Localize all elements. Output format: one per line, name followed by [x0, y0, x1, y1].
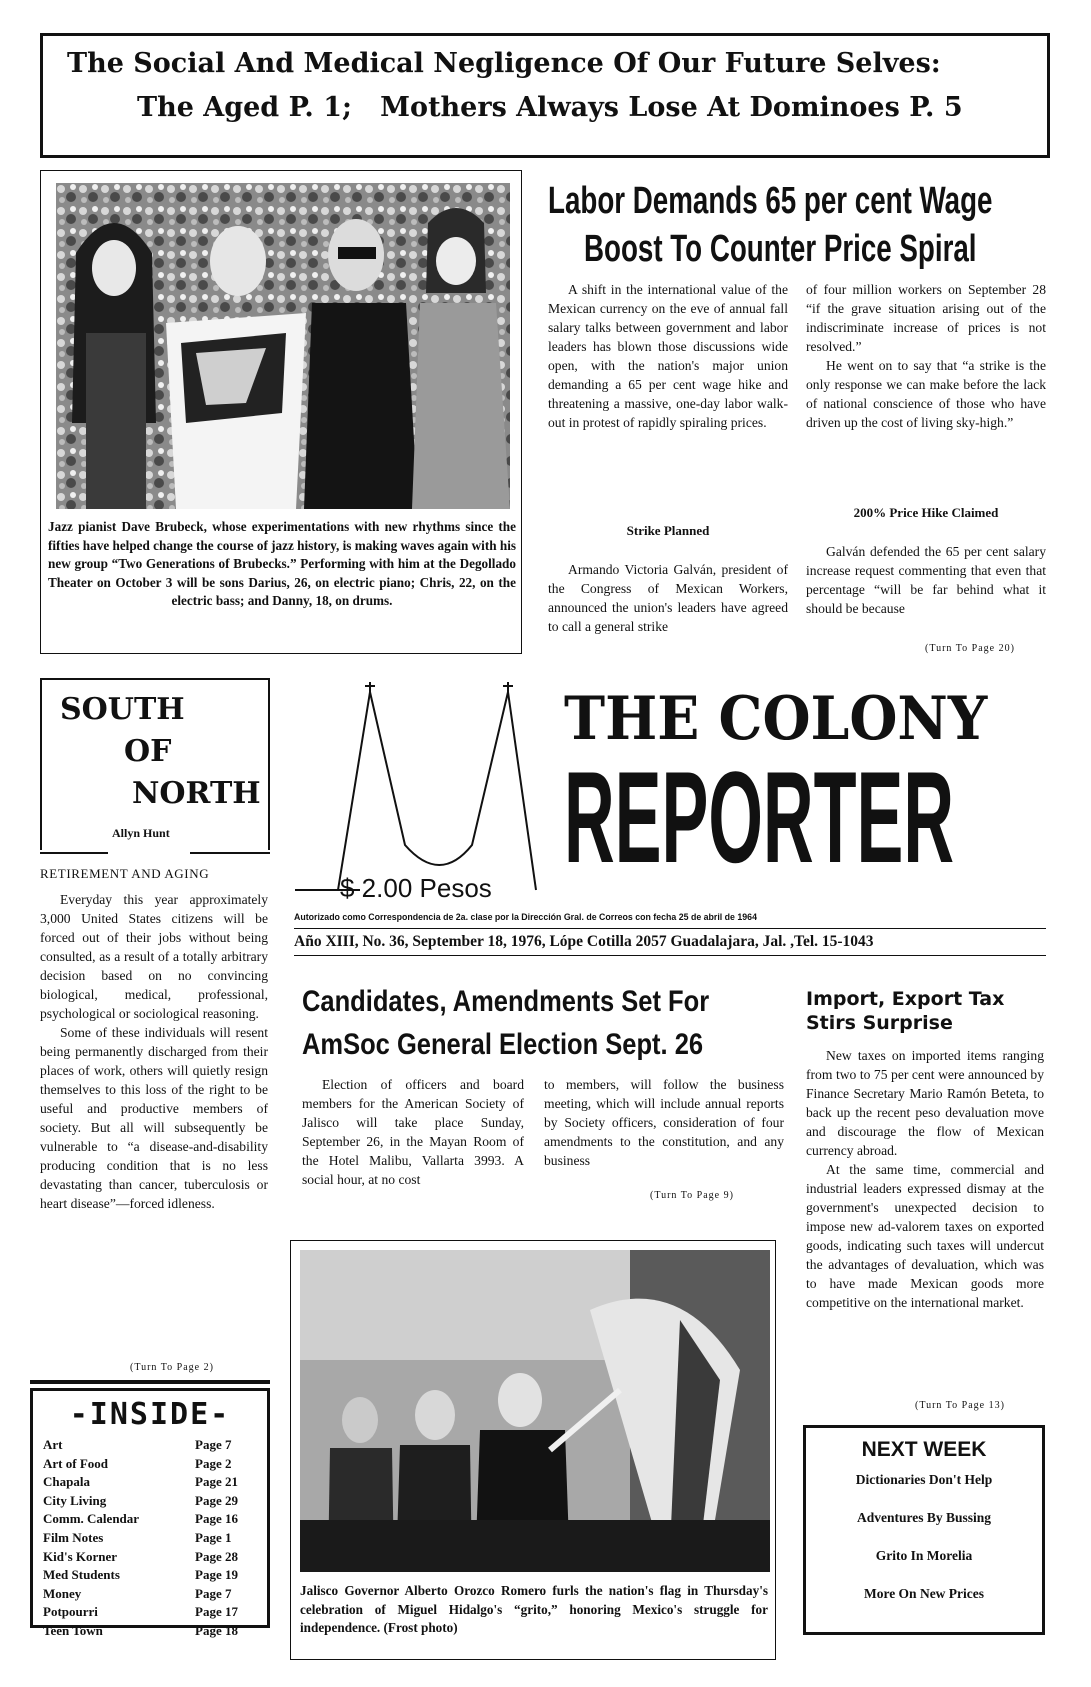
- labor-headline-2: Boost To Counter Price Spiral: [584, 228, 977, 270]
- labor-subhead-price: 200% Price Hike Claimed: [853, 505, 999, 520]
- labor-headline-1: Labor Demands 65 per cent Wage: [548, 180, 993, 222]
- inside-item: [43, 1436, 257, 1455]
- inside-item-page: Page 19: [195, 1567, 238, 1583]
- masthead-line-1: THE COLONY: [564, 684, 988, 754]
- next-week-item-2: Adventures By Bussing: [856, 1510, 992, 1525]
- tax-para-1: New taxes on imported items ranging from two to 75 per cent were announced by Finance Secretary Mario Ramón Beteta, to back up the recent peso devaluation move and discourage the flow of Mexican currency abroad.: [806, 1048, 1044, 1158]
- inside-item: [43, 1529, 257, 1548]
- inside-item-label: Teen Town: [43, 1622, 103, 1638]
- column-title-rule-left: [40, 852, 108, 854]
- inside-item-page: Page 16: [195, 1511, 238, 1527]
- labor-turn-page: (Turn To Page 20): [925, 643, 1015, 654]
- next-week-item-3: Grito In Morelia: [875, 1548, 973, 1563]
- inside-item-label: Art: [43, 1437, 63, 1452]
- inside-item: [43, 1566, 257, 1585]
- governor-caption: Jalisco Governor Alberto Orozco Romero furls the nation's flag in Thursday's celebration of Miguel Hidalgo's “grito,” honoring Mexico's struggle for independence. (Frost photo): [300, 1583, 768, 1635]
- column-title-box: [40, 678, 270, 850]
- column-para-2: Some of these individuals will resent being permanently discharged from their places of work, others will quietly resign themselves to this loss of the right to be useful and productive members of society. But all will subsequently be vulnerable to “a disease-and-disability producing condition that is no less devastating than cancer, tuberculosis or heart disease”—forced idleness.: [40, 1025, 268, 1211]
- column-title-of: OF: [124, 734, 172, 769]
- next-week-box: [803, 1425, 1045, 1635]
- next-week-title: NEXT WEEK: [861, 1438, 987, 1461]
- inside-item-label: Kid's Korner: [43, 1548, 118, 1564]
- inside-item-page: Page 28: [195, 1548, 238, 1564]
- banner-line-1: The Social And Medical Negligence Of Our Future Selves:: [67, 48, 941, 79]
- brubeck-photo: [56, 183, 510, 509]
- inside-item: [43, 1603, 257, 1622]
- column-author: Allyn Hunt: [112, 826, 170, 840]
- tax-headline-2: Stirs Surprise: [806, 1012, 953, 1034]
- inside-item: [43, 1548, 257, 1567]
- inside-item-label: Med Students: [43, 1567, 120, 1583]
- inside-item-label: Chapala: [43, 1474, 90, 1490]
- inside-item: [43, 1455, 257, 1474]
- labor-col1-para-2: Armando Victoria Galván, president of the Congress of Mexican Workers, announced the union's leaders have agreed to call a general strike: [548, 562, 788, 634]
- inside-item-page: Page 18: [195, 1622, 238, 1638]
- labor-col-1: [548, 280, 788, 432]
- inside-title: -INSIDE-: [69, 1397, 231, 1432]
- inside-item-label: Comm. Calendar: [43, 1511, 140, 1527]
- masthead-authorization: Autorizado como Correspondencia de 2a. clase por la Dirección Gral. de Correos con fecha 25 de abril de 1964: [294, 912, 757, 922]
- inside-item-page: Page 17: [195, 1604, 238, 1620]
- inside-top-rule: [30, 1380, 270, 1384]
- tax-body: [806, 1046, 1044, 1312]
- masthead-rule-top: [294, 928, 1046, 929]
- amsoc-para-2: to members, will follow the business meeting, which will include annual reports by Society officers, consideration of four amendments to the constitution, and any business: [544, 1077, 784, 1168]
- tax-turn-page: (Turn To Page 13): [915, 1400, 1005, 1411]
- governor-photo: [300, 1250, 770, 1572]
- inside-item-page: Page 7: [195, 1437, 232, 1452]
- inside-item: [43, 1473, 257, 1492]
- masthead-dateline: Año XIII, No. 36, September 18, 1976, Lópe Cotilla 2057 Guadalajara, Jal. ,Tel. 15-1043: [294, 933, 874, 950]
- amsoc-para-1: Election of officers and board members for the American Society of Jalisco will take place Sunday, September 26, in the Mayan Room of the Hotel Malibu, Vallarta 3993. A social hour, at no cost: [302, 1077, 524, 1187]
- labor-col-2b: [806, 542, 1046, 618]
- labor-col2-para-1: of four million workers on September 28 “if the grave situation arising out of the indiscriminate increase of prices is not resolved.”: [806, 282, 1046, 354]
- brubeck-photo-art: [56, 183, 510, 509]
- inside-item-page: Page 21: [195, 1474, 238, 1490]
- tax-para-2: At the same time, commercial and industrial leaders expressed dismay at the government's unexpected decision to impose new ad-valorem taxes on exported goods, indicating such taxes will undercut the advantages of devaluation, which was to have made Mexican goods more competitive on the international market.: [806, 1162, 1044, 1310]
- column-subhead: RETIREMENT AND AGING: [40, 866, 210, 881]
- column-turn-page: (Turn To Page 2): [130, 1362, 214, 1373]
- inside-item: [43, 1585, 257, 1604]
- inside-item-label: City Living: [43, 1492, 107, 1508]
- column-title-south: SOUTH: [60, 692, 185, 727]
- banner-box: [40, 33, 1050, 158]
- inside-box: [30, 1388, 270, 1638]
- governor-photo-art: [300, 1250, 770, 1572]
- labor-col2-para-3: Galván defended the 65 per cent salary increase request commenting that even that percentage “will be far behind what it should be because: [806, 544, 1046, 616]
- next-week-item-1: Dictionaries Don't Help: [855, 1472, 993, 1487]
- inside-item-label: Potpourri: [43, 1604, 98, 1620]
- inside-item: [43, 1510, 257, 1529]
- next-week-item-4: More On New Prices: [863, 1586, 985, 1601]
- tax-headline-1: Import, Export Tax: [806, 988, 1005, 1010]
- amsoc-turn-page: (Turn To Page 9): [650, 1190, 734, 1201]
- column-title-north: NORTH: [132, 776, 261, 811]
- masthead-line-2: REPORTER: [564, 744, 955, 890]
- labor-col-1b: [548, 560, 788, 636]
- masthead-rule-bottom: [294, 955, 1046, 956]
- inside-item-label: Film Notes: [43, 1529, 104, 1545]
- inside-list: [43, 1436, 257, 1641]
- column-body: [40, 890, 268, 1213]
- brubeck-caption: Jazz pianist Dave Brubeck, whose experimentations with new rhythms since the fifties have helped change the course of jazz history, is making waves again with his new group “Two Generations of Brubecks.” Performing with him at the Degollado Theater on October 3 will be sons Darius, 26, on electric piano; Chris, 22, on the electric bass; and Danny, 18, on drums.: [48, 519, 516, 608]
- inside-item-page: Page 1: [195, 1529, 232, 1545]
- inside-item-page: Page 7: [195, 1585, 232, 1601]
- cathedral-logo: [290, 680, 550, 895]
- column-para-1: Everyday this year approximately 3,000 United States citizens will be forced out of their jobs without being consulted, as a result of a totally arbitrary decision based on no convincing biological, medical, professional, psychological or sociological reasoning.: [40, 892, 268, 1021]
- inside-item: [43, 1622, 257, 1641]
- amsoc-headline-2: AmSoc General Election Sept. 26: [302, 1028, 704, 1061]
- inside-item: [43, 1492, 257, 1511]
- amsoc-col-2: [544, 1075, 784, 1170]
- labor-col1-para-1: A shift in the international value of the Mexican currency on the eve of annual fall salary talks between government and labor leaders has blown those discussions wide open, with the nation's major union demanding a 65 per cent wage hike and threatening a massive, one-day labor walk-out in protest of rapidly spiraling prices.: [548, 282, 788, 430]
- column-title-rule-right: [190, 852, 270, 854]
- amsoc-headline-1: Candidates, Amendments Set For: [302, 985, 710, 1018]
- inside-item-label: Money: [43, 1585, 82, 1601]
- inside-item-page: Page 2: [195, 1455, 232, 1471]
- labor-col-2: [806, 280, 1046, 432]
- labor-col2-para-2: He went on to say that “a strike is the only response we can make before the lack of national conscience of those who have driven up the cost of living sky-high.”: [806, 358, 1046, 430]
- masthead-price: $ 2.00 Pesos: [340, 873, 492, 903]
- banner-line-2: The Aged P. 1; Mothers Always Lose At Dominoes P. 5: [137, 92, 963, 123]
- amsoc-col-1: [302, 1075, 524, 1189]
- labor-subhead-strike: Strike Planned: [626, 523, 710, 538]
- inside-item-label: Art of Food: [43, 1455, 108, 1471]
- inside-item-page: Page 29: [195, 1492, 238, 1508]
